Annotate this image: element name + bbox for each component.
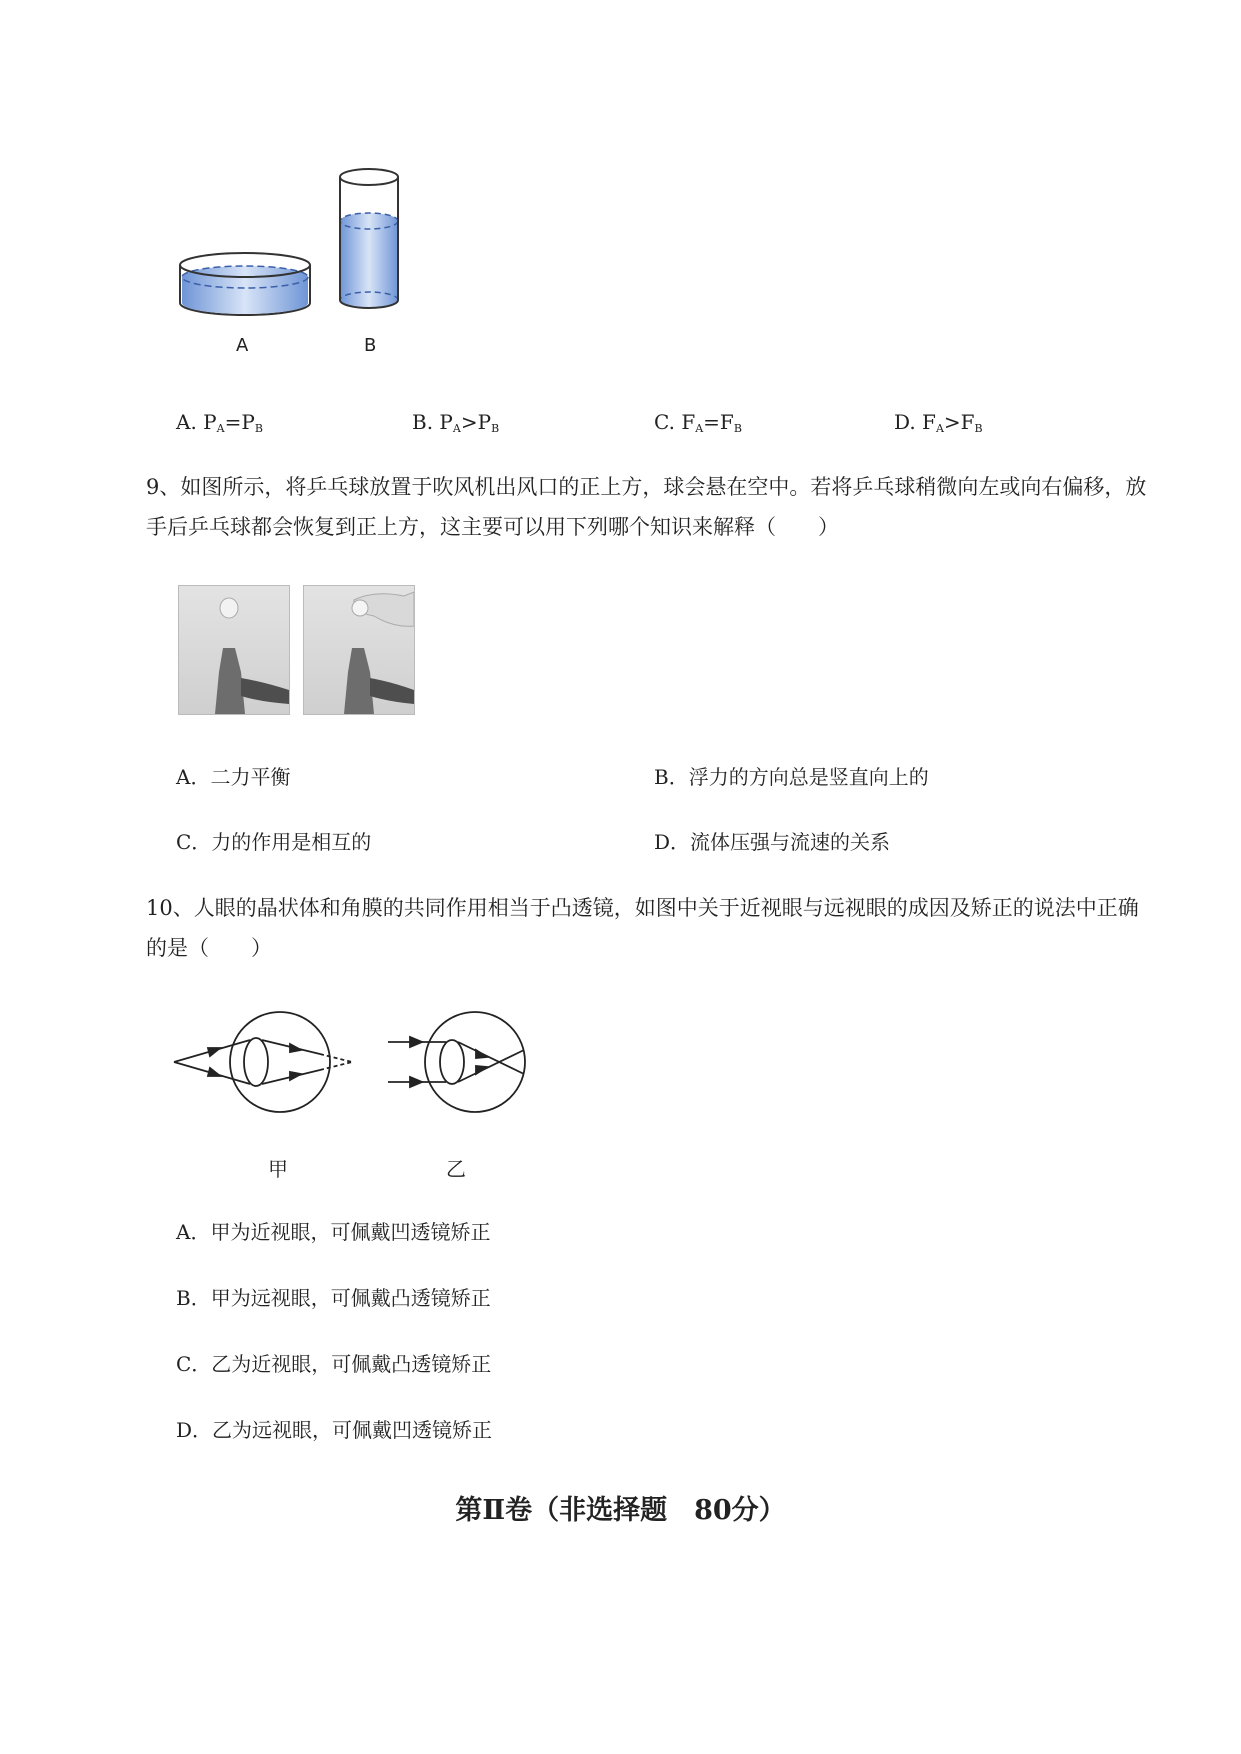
q10-option-a: A．甲为近视眼，可佩戴凹透镜矫正 bbox=[176, 1220, 491, 1244]
container-a bbox=[180, 253, 310, 315]
hair-dryer-photo-2 bbox=[303, 585, 415, 715]
q10-option-b: B．甲为远视眼，可佩戴凸透镜矫正 bbox=[176, 1286, 491, 1310]
q9-option-b: B．浮力的方向总是竖直向上的 bbox=[654, 765, 929, 789]
containers-figure bbox=[170, 165, 420, 365]
eye-yi bbox=[388, 1012, 525, 1112]
hair-dryer-photo-1 bbox=[178, 585, 290, 715]
ball-hand-dryer-icon bbox=[304, 586, 414, 714]
q9-option-d: D．流体压强与流速的关系 bbox=[654, 830, 891, 854]
q8-option-b: B. $P_A>P_B$ bbox=[412, 410, 500, 435]
q9-stem: 9、如图所示，将乒乓球放置于吹风机出风口的正上方，球会悬在空中。若将乒乓球稍微向左或向右偏移，放手后乒乓球都会恢复到正上方，这主要可以用下列哪个知识来解释（ ） bbox=[146, 475, 1147, 539]
q10-stem: 10、人眼的晶状体和角膜的共同作用相当于凸透镜，如图中关于近视眼与远视眼的成因及矫正的说法中正确的是（ ） bbox=[146, 896, 1139, 960]
eye-jia-label: 甲 bbox=[268, 1157, 288, 1181]
container-b bbox=[340, 169, 398, 308]
ball-dryer-icon bbox=[179, 586, 289, 714]
section-2-title: 第Ⅱ卷（非选择题 80分） bbox=[455, 1495, 786, 1526]
q9-option-c: C．力的作用是相互的 bbox=[176, 830, 372, 854]
q8-option-d: D. $F_A>F_B$ bbox=[894, 410, 983, 435]
q9-option-a: A．二力平衡 bbox=[176, 765, 291, 789]
q8-option-a: A. $P_A=P_B$ bbox=[176, 410, 263, 435]
eye-yi-label: 乙 bbox=[446, 1157, 466, 1181]
eye-diagrams-figure bbox=[170, 1000, 550, 1125]
container-b-label: B bbox=[364, 335, 377, 356]
eye-jia bbox=[174, 1012, 352, 1112]
container-a-label: A bbox=[236, 335, 249, 356]
q10-option-d: D．乙为远视眼，可佩戴凹透镜矫正 bbox=[176, 1418, 493, 1442]
q10-option-c: C．乙为近视眼，可佩戴凸透镜矫正 bbox=[176, 1352, 492, 1376]
q8-option-c: C. $F_A=F_B$ bbox=[654, 410, 742, 435]
